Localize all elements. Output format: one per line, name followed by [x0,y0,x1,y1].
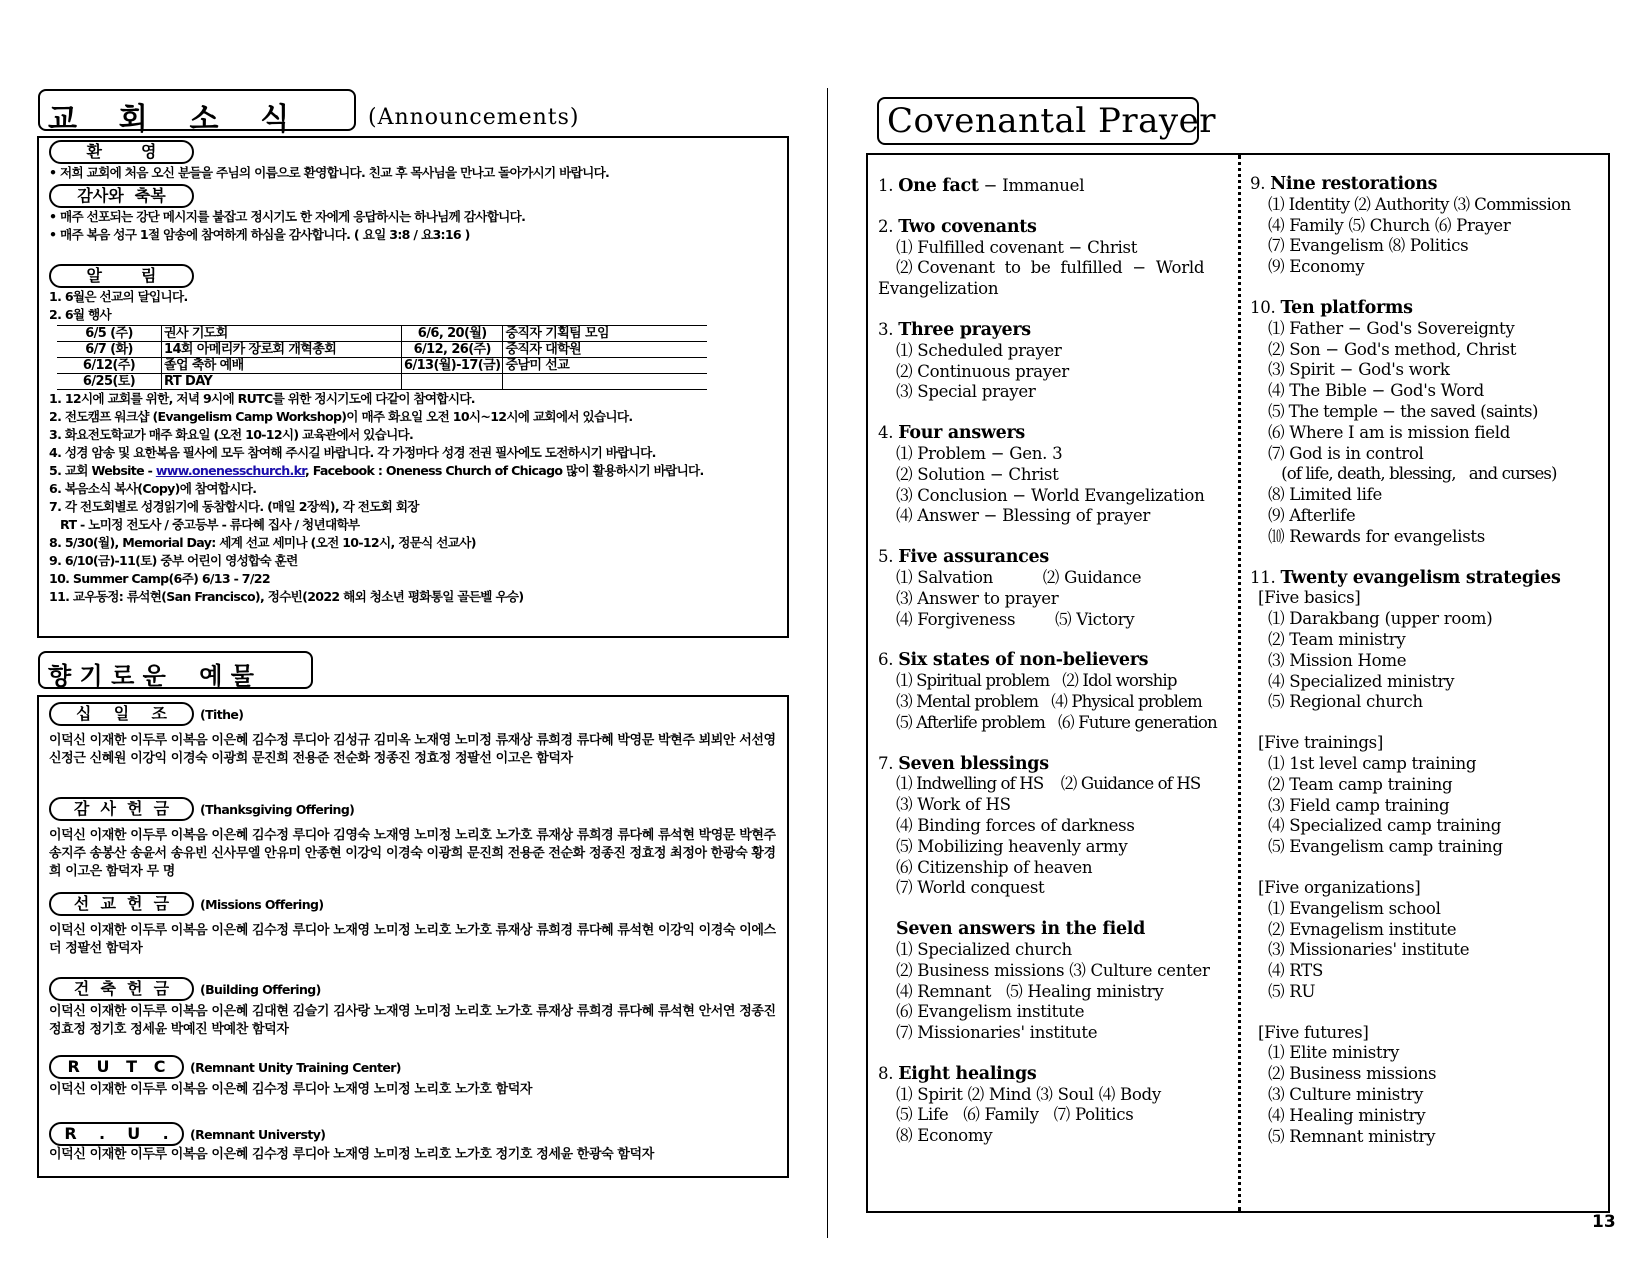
building-section [49,977,777,1039]
event-name: 권사 기도회 [162,326,402,342]
tithe-sub: (Tithe) [200,707,244,722]
rutc-names: 이덕신 이재한 이두루 이복음 이은혜 김수정 루디아 노재영 노미정 노리호 노가호 함덕자 [49,1082,533,1097]
thanks-offering-sub: (Thanksgiving Offering) [200,802,355,817]
missions-sub: (Missions Offering) [200,897,324,912]
list-item: ⑴ Spirit ⑵ Mind ⑶ Soul ⑷ Body [896,1084,1161,1104]
group-heading: [Five trainings] [1258,733,1384,753]
event-date: 6/12, 26(주) [402,342,503,358]
event-date: 6/13(월)-17(금) [402,358,503,374]
event-name [503,374,708,390]
list-item: ⑶ Special prayer [896,382,1036,402]
list-item: ⑴ Scheduled prayer [896,340,1062,360]
missions-names: 이덕신 이재한 이두루 이복음 이은혜 김수정 루디아 노재영 노미정 노리호 노가호 류재상 류희경 류다혜 류석현 이강익 이경숙 이에스더 정팔선 함덕자 [49,923,776,956]
event-date: 6/5 (주) [57,326,162,342]
announce-box [37,136,789,638]
rutc-section [49,1055,777,1099]
list-item: ⑷ Specialized camp training [1268,816,1502,836]
list-item: ⑴ Indwelling of HS ⑵ Guidance of HS [896,774,1201,794]
event-name: 졸업 축하 예배 [162,358,402,374]
thanks-section [49,184,525,244]
list-item: ⑵ Covenant to be fulfilled − World [896,258,1205,278]
list-item: ⑶ Conclusion − World Evangelization [896,485,1205,505]
list-item: ⑶ Answer to prayer [896,588,1059,608]
list-item: ⑵ Team ministry [1268,629,1406,649]
notice-item: 9. 6/10(금)-11(토) 중부 어린이 영성합숙 훈련 [49,553,298,568]
notice-item: 7. 각 전도회별로 성경읽기에 동참합시다. (매일 2장씩), 각 전도회 회장 [49,499,419,514]
list-item: (of life, death, blessing, and curses) [1268,464,1557,484]
section-heading: Seven answers in the field [896,919,1146,940]
list-item: ⑺ World conquest [896,878,1045,898]
list-item: ⑷ Specialized ministry [1268,671,1455,691]
tithe-section [49,702,777,768]
section-heading: 10. Ten platforms [1250,297,1413,318]
list-item: ⑺ Evangelism ⑻ Politics [1268,236,1469,256]
group-heading: [Five organizations] [1258,877,1421,897]
list-item: ⑸ Mobilizing heavenly army [896,836,1128,856]
list-item: ⑶ Missionaries' institute [1268,940,1470,960]
list-item: ⑽ Rewards for evangelists [1268,526,1485,546]
table-row [57,326,707,342]
ru-sub: (Remnant Universty) [190,1127,326,1142]
page-number: 13 [1592,1212,1616,1232]
notice-item: 3. 화요전도학교가 매주 화요일 (오전 10-12시) 교육관에서 있습니다. [49,427,414,442]
event-date: 6/7 (화) [57,342,162,358]
notice-item: 8. 5/30(월), Memorial Day: 세계 선교 세미나 (오전 10-12시, 정문식 선교사) [49,535,476,550]
website-link[interactable]: www.onenesschurch.kr [155,463,305,478]
list-item: ⑷ Remnant ⑸ Healing ministry [896,981,1164,1001]
rutc-sub: (Remnant Unity Training Center) [190,1060,401,1075]
section-heading: 11. Twenty evangelism strategies [1250,567,1561,588]
list-item: ⑴ Elite ministry [1268,1043,1400,1063]
section-heading: 5. Five assurances [878,547,1049,568]
group-heading: [Five futures] [1258,1022,1369,1042]
notice-item-prefix: 5. 교회 Website - [49,463,156,478]
notice-item-suffix: , Facebook : Oneness Church of Chicago 많이 활용하시기 바랍니다. [304,463,704,478]
list-item: ⑶ Culture ministry [1268,1085,1424,1105]
ru-label: R . U . [49,1122,184,1146]
table-row [57,342,707,358]
list-item: ⑷ Answer − Blessing of prayer [896,506,1150,526]
announce-title: 교 회 소 식 [48,102,290,137]
prayer-column-1 [878,176,1217,1147]
section-heading: 1. One fact − Immanuel [878,176,1085,196]
list-item: ⑹ Evangelism institute [896,1002,1085,1022]
announce-title-box [38,89,356,137]
center-divider [827,88,828,1238]
thanks-line: • 매주 복음 성구 1절 암송에 참여하게 하심을 감사합니다. ( 요일 3:8 / 요3:16 ) [49,227,470,242]
building-names: 이덕신 이재한 이두루 이복음 이은혜 김대현 김슬기 김사랑 노재영 노미정 노리호 노가호 류재상 류희경 류다혜 류석현 안서연 정종진 정효정 정기호 정세윤 박예진 박예찬 함덕자 [49,1004,776,1037]
list-item: ⑴ Darakbang (upper room) [1268,609,1493,629]
ru-section [49,1122,777,1164]
missions-label: 선 교 헌 금 [49,892,194,916]
prayer-column-2 [1250,174,1571,1147]
event-name: 중직자 기획팀 모임 [503,326,708,342]
list-item: ⑴ Specialized church [896,939,1072,959]
list-item: ⑵ Son − God's method, Christ [1268,339,1517,359]
list-item: ⑸ Life ⑹ Family ⑺ Politics [896,1105,1134,1125]
missions-section [49,892,777,958]
list-item: ⑻ Economy [896,1126,993,1146]
list-item: ⑼ Afterlife [1268,505,1356,525]
list-item: ⑷ RTS [1268,961,1324,981]
ru-names: 이덕신 이재한 이두루 이복음 이은혜 김수정 루디아 노재영 노미정 노리호 노가호 정기호 정세윤 한광숙 함덕자 [49,1147,654,1162]
welcome-section [49,140,609,182]
list-item: ⑸ The temple − the saved (saints) [1268,401,1538,421]
list-item: ⑵ Team camp training [1268,774,1453,794]
covenant-title-box [877,97,1216,145]
announce-subtitle: (Announcements) [368,105,580,130]
list-item: ⑷ Family ⑸ Church ⑹ Prayer [1268,215,1511,235]
group-heading: [Five basics] [1258,588,1361,608]
thanks-offering-section [49,797,777,881]
list-item: ⑺ Missionaries' institute [896,1023,1098,1043]
list-item: ⑼ Economy [1268,257,1365,277]
section-heading: 6. Six states of non-believers [878,650,1149,671]
table-row [57,358,707,374]
notice-label: 알 림 [49,264,194,288]
section-heading: 8. Eight healings [878,1063,1037,1084]
list-item: ⑴ Spiritual problem ⑵ Idol worship [896,671,1177,691]
list-item: ⑷ Healing ministry [1268,1105,1426,1125]
section-heading: 4. Four answers [878,423,1025,444]
section-heading: 7. Seven blessings [878,753,1049,774]
thanks-label: 감사와 축복 [49,184,194,208]
list-item: ⑴ Salvation ⑵ Guidance [896,567,1142,587]
tithe-names: 이덕신 이재한 이두루 이복음 이은혜 김수정 루디아 김성규 김미옥 노재영 노미정 류재상 류희경 류다혜 박영문 박현주 뵈뵈안 서선영 신정근 신혜원 이강익 이경숙 이광희 문진희 전용준 전순화 정종진 정효정 정팔선 이고은 함덕자 [49,733,776,766]
section-heading: 3. Three prayers [878,319,1031,340]
notice-item: 4. 성경 암송 및 요한복음 필사에 모두 참여해 주시길 바랍니다. 각 가정마다 성경 전권 필사에도 도전하시기 바랍니다. [49,445,656,460]
list-item: ⑷ Binding forces of darkness [896,815,1135,835]
list-item: ⑶ Spirit − God's work [1268,360,1450,380]
events-table [57,325,707,390]
list-item: ⑶ Mission Home [1268,650,1407,670]
event-date [402,374,503,390]
list-item: ⑸ Evangelism camp training [1268,837,1503,857]
list-item: ⑹ Citizenship of heaven [896,857,1093,877]
column-divider [1238,155,1241,1211]
notice-section [49,264,707,606]
list-item: ⑴ Problem − Gen. 3 [896,443,1063,463]
notice-item: 2. 전도캠프 워크샵 (Evangelism Camp Workshop)이 매주 화요일 오전 10시~12시에 교회에서 있습니다. [49,409,633,424]
list-item: ⑶ Field camp training [1268,795,1450,815]
list-item: ⑴ Identity ⑵ Authority ⑶ Commission [1268,194,1571,214]
event-name: 14회 아메리카 장로회 개혁총회 [162,342,402,358]
notice-item: 1. 12시에 교회를 위한, 저녁 9시에 RUTC를 위한 정시기도에 다같이 참여합시다. [49,391,475,406]
event-date: 6/6, 20(월) [402,326,503,342]
list-item: ⑴ Father − God's Sovereignty [1268,318,1515,338]
list-item: ⑸ Regional church [1268,692,1423,712]
notice-item: 11. 교우동정: 류석현(San Francisco), 정수빈(2022 해외 청소년 평화통일 골든벨 우승) [49,589,524,604]
offering-title: 향 기 로 운 예 물 [48,662,254,690]
welcome-text: • 저희 교회에 처음 오신 분들을 주님의 이름으로 환영합니다. 친교 후 목사님을 만나고 돌아가시기 바랍니다. [49,165,610,180]
list-item: ⑷ The Bible − God's Word [1268,381,1484,401]
notice-item-website [49,462,707,480]
list-item: ⑴ Evangelism school [1268,898,1441,918]
section-heading: 9. Nine restorations [1250,174,1438,194]
list-item: ⑵ Business missions ⑶ Culture center [896,960,1210,980]
list-item: ⑸ RU [1268,981,1316,1001]
offering-box [37,695,789,1178]
thanks-offering-label: 감 사 헌 금 [49,797,194,821]
list-item: ⑴ 1st level camp training [1268,753,1477,773]
event-name: 중직자 대학원 [503,342,708,358]
list-item: Evangelization [878,279,999,299]
list-item: ⑹ Where I am is mission field [1268,422,1511,442]
notice-item: 10. Summer Camp(6주) 6/13 - 7/22 [49,571,270,586]
notice-intro: 1. 6월은 선교의 달입니다. [49,289,188,304]
event-name: RT DAY [162,374,402,390]
notice-intro: 2. 6월 행사 [49,307,111,322]
tithe-label: 십 일 조 [49,702,194,726]
list-item: ⑸ Remnant ministry [1268,1126,1436,1146]
list-item: ⑻ Limited life [1268,485,1382,505]
list-item: ⑵ Continuous prayer [896,361,1069,381]
building-sub: (Building Offering) [200,982,321,997]
rutc-label: R U T C [49,1055,184,1079]
thanks-line: • 매주 선포되는 강단 메시지를 붙잡고 정시기도 한 자에게 응답하시는 하나님께 감사합니다. [49,209,526,224]
list-item: ⑸ Afterlife problem ⑹ Future generation [896,712,1217,732]
table-row [57,374,707,390]
notice-item: 6. 복음소식 복사(Copy)에 참여합시다. [49,481,257,496]
list-item: ⑺ God is in control [1268,443,1424,463]
section-heading: 2. Two covenants [878,216,1037,237]
list-item: ⑵ Business missions [1268,1064,1437,1084]
list-item: ⑵ Evnagelism institute [1268,919,1457,939]
thanks-offering-names: 이덕신 이재한 이두루 이복음 이은혜 김수정 루디아 김영숙 노재영 노미정 노리호 노가호 류재상 류희경 류다혜 류석현 박영문 박현주 송지주 송봉산 송윤서 송유빈 신사무엘 안유미 안종현 이강익 이경숙 이광희 문진희 전용준 전순화 정종진 정효정 최정아 한광숙 황경희 이고은 함덕자 무 명 [49,828,776,879]
notice-item: RT - 노미정 전도사 / 중고등부 - 류다혜 집사 / 청년대학부 [49,517,360,532]
offering-title-box [38,651,313,689]
building-label: 건 축 헌 금 [49,977,194,1001]
covenant-title: Covenantal Prayer [887,101,1216,141]
event-date: 6/25(토) [57,374,162,390]
event-name: 중남미 선교 [503,358,708,374]
welcome-label: 환 영 [49,140,194,164]
list-item: ⑴ Fulfilled covenant − Christ [896,237,1138,257]
list-item: ⑷ Forgiveness ⑸ Victory [896,609,1135,629]
event-date: 6/12(주) [57,358,162,374]
list-item: ⑶ Mental problem ⑷ Physical problem [896,691,1202,711]
list-item: ⑵ Solution − Christ [896,464,1059,484]
list-item: ⑶ Work of HS [896,795,1011,815]
